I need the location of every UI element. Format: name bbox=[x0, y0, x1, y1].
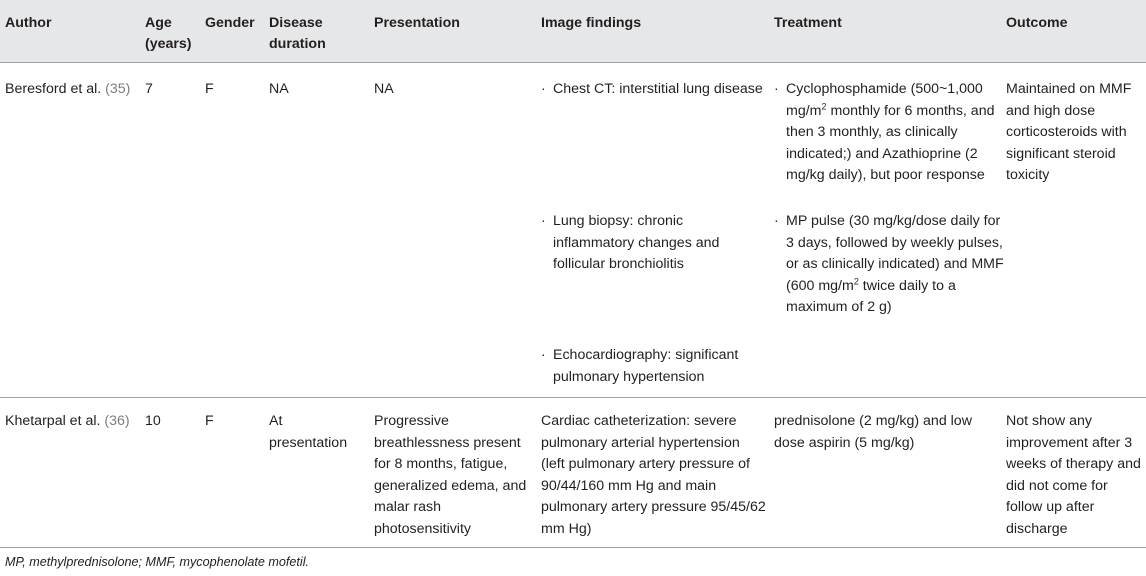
row2-duration: At presentation bbox=[269, 413, 348, 451]
row1-author bbox=[5, 79, 145, 101]
row2-reference: (36) bbox=[104, 413, 130, 429]
row2-author-name: Khetarpal et al. bbox=[5, 413, 101, 429]
row1-treatment-2-text: MP pulse (30 mg/kg/dose daily for 3 days, followed by weekly pulses, or as clinically indicated) and MMF (600 $mg/m^2$ twice daily to a maximum of 2 g) bbox=[786, 213, 1004, 315]
row1-outcome: Maintained on MMF and high dose corticosteroids with significant steroid toxicity bbox=[1006, 81, 1132, 183]
row-divider bbox=[0, 397, 1146, 398]
row1-reference: (35) bbox=[105, 81, 131, 97]
row2-image-findings: Cardiac catheterization: severe pulmonary arterial hypertension (left pulmonary artery pressure of 90/44/160 mm Hg and main pulmonary artery pressure 95/45/62 mm Hg) bbox=[541, 413, 766, 537]
header-image-findings: Image findings bbox=[541, 15, 642, 31]
header-disease-duration: Disease duration bbox=[269, 15, 326, 52]
row1-age: 7 bbox=[145, 81, 153, 97]
row2-presentation: Progressive breathlessness present for 8 months, fatigue, generalized edema, and malar rash photosensitivity bbox=[374, 413, 527, 537]
row2-treatment: prednisolone (2 mg/kg) and low dose aspirin (5 mg/kg) bbox=[774, 413, 972, 451]
table-bottom-rule bbox=[0, 547, 1146, 548]
table-figure: Author Age (years) Gender Disease duration Presentation Image findings Treatment Outcome Beresford et al. (35) 7 F NA NA · Chest CT: interstitial lung disease · Lung biopsy: chronic inflammatory changes and follicular bronchiolitis · Echocardiography: significant pulmonary hypertension · Cyclophosphamide (500~1,000 $mg/m^2$ monthly for 6 months, and then 3 monthly, as clinically indicated;) and Azathioprine (2 mg/kg daily), but poor response · MP pulse (30 mg/kg/dose daily for 3 days, followed by weekly pulses, or as clinically indicated) and MMF (600 $mg/m^2$ twice daily to a maximum of 2 g) Maintained on MMF and high dose corticosteroids with significant steroid toxicity Khetarpal et al. (36) 10 F At presentation Progressive breathlessness present for 8 months, fatigue, generalized edema, and malar rash photosensitivity Cardiac catheterization: severe pulmonary arterial hypertension (left pulmonary artery pressure of 90/44/160 mm Hg and main pulmonary artery pressure 95/45/62 mm Hg) prednisolone (2 mg/kg) and low dose aspirin (5 mg/kg) Not show any improvement after 3 weeks of therapy and did not come for follow up after discharge MP, methylprednisolone; MMF, mycophenolate mofetil. bbox=[0, 0, 1146, 576]
table-footnote: MP, methylprednisolone; MMF, mycophenolate mofetil. bbox=[5, 555, 310, 569]
row2-author bbox=[5, 411, 145, 433]
header-treatment: Treatment bbox=[774, 15, 842, 31]
row1-gender: F bbox=[205, 81, 214, 97]
row2-outcome: Not show any improvement after 3 weeks of therapy and did not come for follow up after discharge bbox=[1006, 413, 1141, 537]
row2-gender: F bbox=[205, 413, 214, 429]
row1-presentation: NA bbox=[374, 81, 394, 97]
row2-age: 10 bbox=[145, 413, 161, 429]
header-outcome: Outcome bbox=[1006, 15, 1068, 31]
header-gender: Gender bbox=[205, 15, 255, 31]
header-author: Author bbox=[5, 15, 52, 31]
row1-treatment-1-text: Cyclophosphamide (500~1,000 $mg/m^2$ monthly for 6 months, and then 3 monthly, as clinically indicated;) and Azathioprine (2 mg/kg daily), but poor response bbox=[786, 81, 995, 183]
row1-author-name: Beresford et al. bbox=[5, 81, 102, 97]
row1-duration: NA bbox=[269, 81, 289, 97]
header-bottom-rule bbox=[0, 62, 1146, 63]
header-presentation: Presentation bbox=[374, 15, 460, 31]
header-age: Age (years) bbox=[145, 15, 192, 52]
